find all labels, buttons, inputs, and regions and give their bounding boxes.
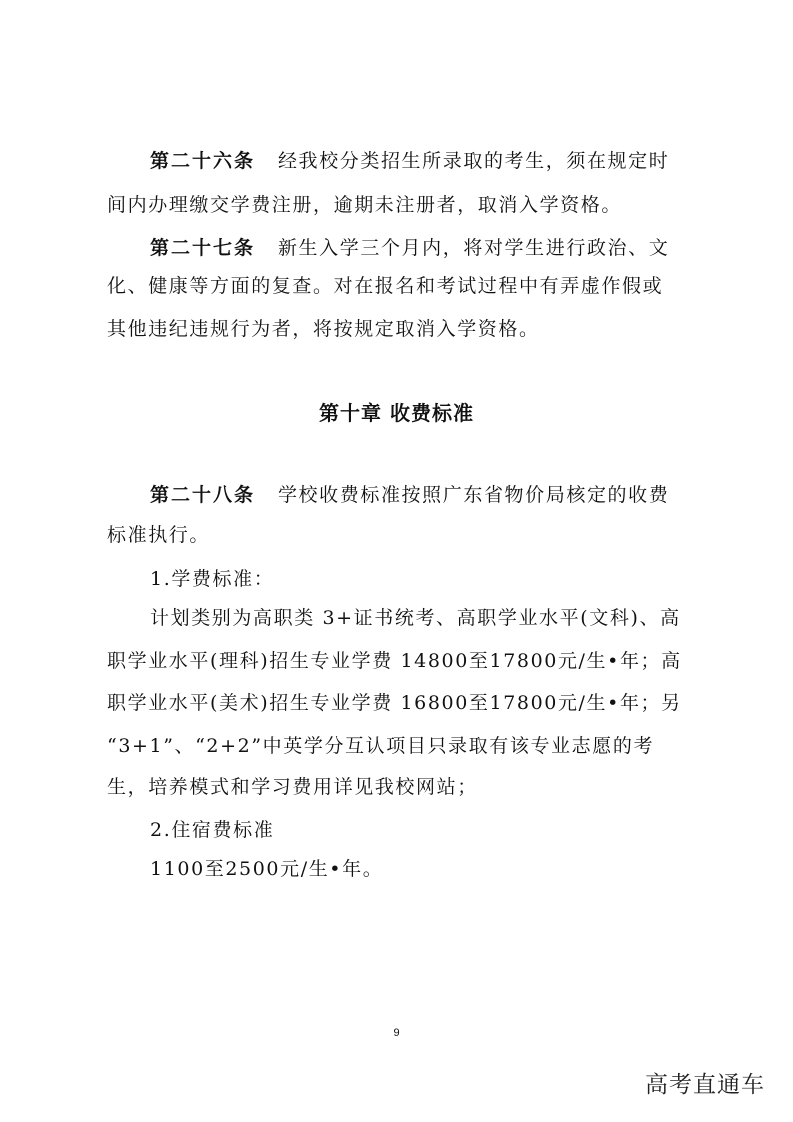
article-26-text-1: 经我校分类招生所录取的考生，须在规定时	[277, 150, 670, 172]
tuition-heading: 1.学费标准：	[150, 568, 275, 590]
article-26-text-2: 间内办理缴交学费注册，逾期未注册者，取消入学资格。	[107, 194, 623, 216]
page-number: 9	[393, 1027, 400, 1039]
article-27-text-3: 其他违纪违规行为者，将按规定取消入学资格。	[107, 318, 540, 340]
tuition-text-3: 职学业水平(美术)招生专业学费 16800至17800元/生•年；另	[107, 692, 682, 714]
watermark-text: 高考直通车	[645, 1072, 765, 1098]
article-28-text-1: 学校收费标准按照广东省物价局核定的收费	[277, 484, 670, 506]
dorm-heading: 2.住宿费标准	[150, 819, 275, 841]
article-28-text-2: 标准执行。	[107, 524, 211, 546]
article-26-label: 第二十六条	[150, 150, 256, 172]
tuition-text-5: 生，培养模式和学习费用详见我校网站；	[107, 776, 478, 798]
chapter-title: 第十章 收费标准	[319, 401, 474, 425]
article-27-text-1: 新生入学三个月内，将对学生进行政治、文	[277, 237, 670, 259]
article-27-text-2: 化、健康等方面的复查。对在报名和考试过程中有弄虚作假或	[107, 275, 664, 297]
dorm-fee-value: 1100至2500元/生•年。	[150, 858, 384, 880]
tuition-text-1: 计划类别为高职类 3+证书统考、高职学业水平(文科)、高	[150, 607, 681, 629]
article-27-label: 第二十七条	[150, 237, 256, 259]
tuition-text-4: “3+1”、“2+2”中英学分互认项目只录取有该专业志愿的考	[107, 735, 655, 757]
article-28-label: 第二十八条	[150, 484, 256, 506]
tuition-text-2: 职学业水平(理科)招生专业学费 14800至17800元/生•年；高	[107, 650, 682, 672]
